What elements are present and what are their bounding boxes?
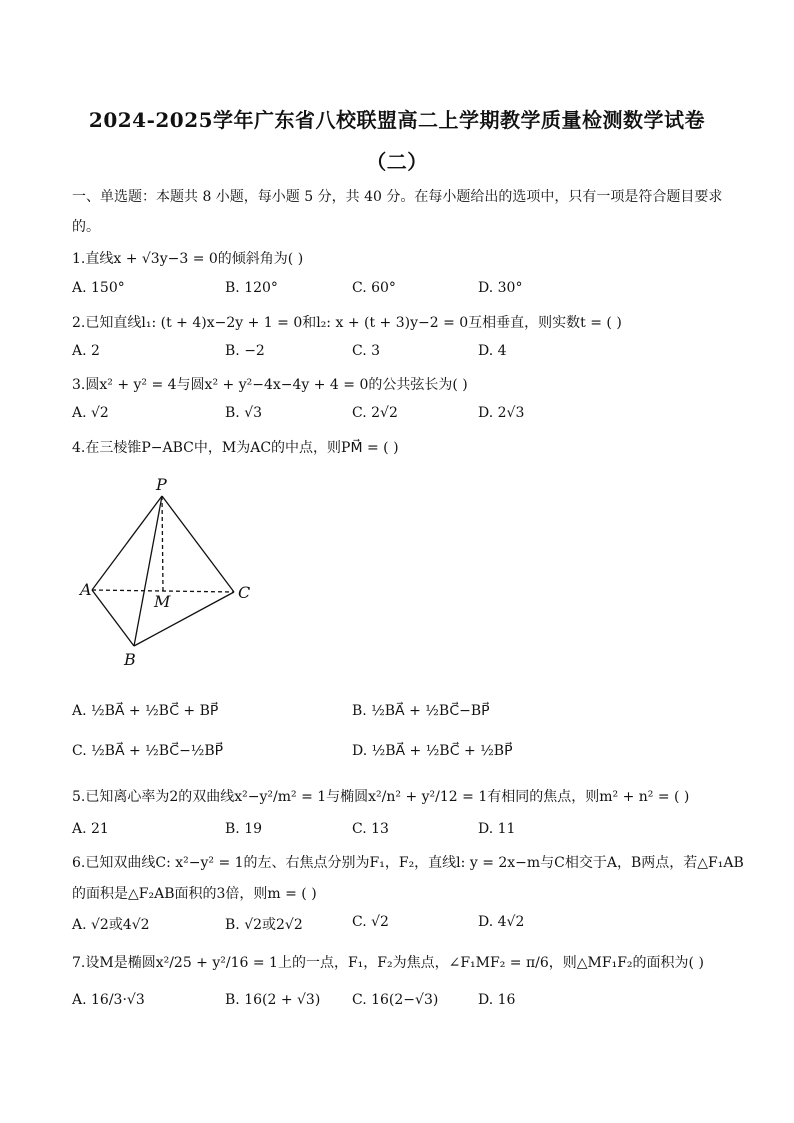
question-5-option-a: A. 21 [72, 821, 109, 837]
question-2-option-b: B. −2 [225, 343, 265, 359]
vertex-label-c: C [238, 583, 251, 602]
question-6-option-b: B. √2或2√2 [225, 917, 303, 933]
exam-title-suffix: （二） [366, 150, 428, 174]
exam-title: 2024-2025学年广东省八校联盟高二上学期教学质量检测数学试卷 [88, 108, 706, 132]
vertex-label-p: P [156, 475, 167, 494]
section-instructions: 一、单选题：本题共 8 小题，每小题 5 分，共 40 分。在每小题给出的选项中，只有一项是符合题目要求 [72, 189, 723, 205]
question-1-stem: 1.直线x + √3y−3 = 0的倾斜角为( ) [72, 251, 304, 267]
vertex-label-b: B [124, 650, 136, 669]
question-6-option-a: A. √2或4√2 [72, 917, 150, 933]
edge-pm [162, 496, 163, 591]
question-6-option-c: C. √2 [352, 914, 389, 930]
question-1-option-b: B. 120° [225, 280, 278, 296]
question-5-option-d: D. 11 [478, 821, 516, 837]
question-4-option-a: A. ½BA⃗ + ½BC⃗ + BP⃗ [72, 703, 219, 719]
question-1-option-d: D. 30° [478, 280, 523, 296]
question-7-option-b: B. 16(2 + √3) [225, 992, 321, 1008]
question-4-stem: 4.在三棱锥P−ABC中，M为AC的中点，则PM⃗ = ( ) [72, 440, 399, 456]
vertex-label-a: A [80, 580, 92, 599]
question-3-option-c: C. 2√2 [352, 405, 398, 421]
question-3-option-a: A. √2 [72, 405, 109, 421]
question-4-option-d: D. ½BA⃗ + ½BC⃗ + ½BP⃗ [352, 743, 513, 759]
section-instructions-cont: 的。 [72, 219, 100, 235]
question-7-option-d: D. 16 [478, 992, 516, 1008]
question-5-option-c: C. 13 [352, 821, 389, 837]
question-4-option-b: B. ½BA⃗ + ½BC⃗−BP⃗ [352, 703, 490, 719]
question-2-option-a: A. 2 [72, 343, 100, 359]
question-6-stem-cont: 的面积是△F₂AB面积的3倍，则m = ( ) [72, 886, 317, 902]
tetrahedron-figure [72, 470, 272, 675]
question-2-option-d: D. 4 [478, 343, 507, 359]
point-label-m: M [154, 592, 171, 611]
question-3-option-b: B. √3 [225, 405, 263, 421]
question-5-option-b: B. 19 [225, 821, 263, 837]
question-7-stem: 7.设M是椭圆x²/25 + y²/16 = 1上的一点，F₁，F₂为焦点，∠F₁MF₂ = π/6，则△MF₁F₂的面积为( ) [72, 955, 704, 971]
edge-bc [134, 592, 234, 646]
question-4-option-c: C. ½BA⃗ + ½BC⃗−½BP⃗ [72, 743, 224, 759]
question-6-option-d: D. 4√2 [478, 914, 525, 930]
question-3-stem: 3.圆x² + y² = 4与圆x² + y²−4x−4y + 4 = 0的公共弦长为( ) [72, 377, 468, 393]
question-1-option-c: C. 60° [352, 280, 396, 296]
question-2-option-c: C. 3 [352, 343, 381, 359]
question-1-option-a: A. 150° [72, 280, 125, 296]
edge-pa [92, 496, 162, 590]
edge-pc [162, 496, 234, 592]
edge-pb [134, 496, 162, 646]
question-7-option-a: A. 16/3·√3 [72, 992, 145, 1008]
question-5-stem: 5.已知离心率为2的双曲线x²−y²/m² = 1与椭圆x²/n² + y²/12 = 1有相同的焦点，则m² + n² = ( ) [72, 789, 690, 805]
question-2-stem: 2.已知直线l₁: (t + 4)x−2y + 1 = 0和l₂: x + (t + 3)y−2 = 0互相垂直，则实数t = ( ) [72, 315, 622, 331]
question-3-option-d: D. 2√3 [478, 405, 525, 421]
question-6-stem: 6.已知双曲线C: x²−y² = 1的左、右焦点分别为F₁，F₂，直线l: y = 2x−m与C相交于A，B两点，若△F₁AB [72, 855, 744, 871]
question-7-option-c: C. 16(2−√3) [352, 992, 439, 1008]
edge-ab [92, 590, 134, 646]
